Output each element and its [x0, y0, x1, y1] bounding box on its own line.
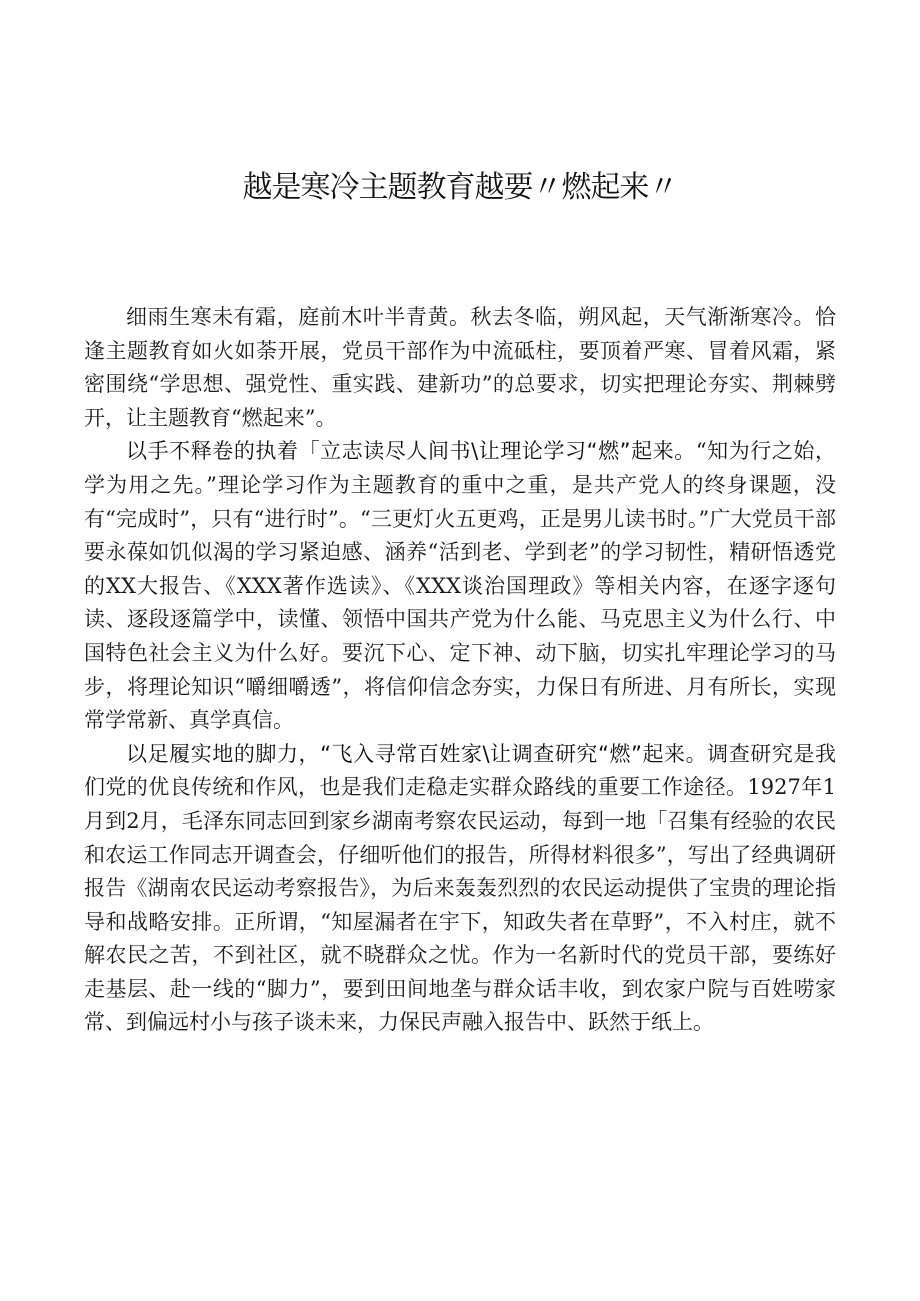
- paragraph-text: 细雨生寒未有霜，庭前木叶半青黄。秋去冬临，朔风起，天气渐渐寒冷。恰逢主题教育如火如荼开展，党员干部作为中流砥柱，要顶着严寒、冒着风霜，紧密围绕“学思想、强党性、重实践、建新功”的总要求，切实把理论夯实、荆棘劈开，让主题教育“燃起来”。: [84, 305, 836, 430]
- document-title: 越是寒冷主题教育越要〃燃起来〃: [242, 170, 678, 205]
- paragraph-investigation: [84, 738, 836, 1040]
- document-body: [84, 301, 836, 1040]
- paragraph-text: “知为行之始，学为用之先。”理论学习作为主题教育的重中之重，是共产党人的终身课题，没有“完成时”，只有“进行时”。“三更灯火五更鸡，正是男儿读书时。”广大党员干部要永葆如饥似渴的学习紧迫感、涵养“活到老、学到老”的学习韧性，精研悟透党的XX大报告、《XXX著作选读》、《XXX谈治国理政》等相关内容，在逐字逐句读、逐段逐篇学中，读懂、领悟中国共产党为什么能、马克思主义为什么行、中国特色社会主义为什么好。要沉下心、定下神、动下脑，切实扎牢理论学习的马步，将理论知识“嚼细嚼透”，将信仰信念夯实，力保日有所进、月有所长，实现常学常新、真学真信。: [84, 439, 836, 733]
- paragraph-intro: [84, 301, 836, 435]
- paragraph-lead: 以手不释卷的执着「立志读尽人间书\让理论学习“燃”起来。: [126, 439, 696, 464]
- paragraph-theory-study: [84, 435, 836, 737]
- paragraph-text: 调查研究是我们党的优良传统和作风，也是我们走稳走实群众路线的重要工作途径。1927年1月到2月，毛泽东同志回到家乡湖南考察农民运动，每到一地「召集有经验的农民和农运工作同志开调查会，仔细听他们的报告，所得材料很多”，写出了经典调研报告《湖南农民运动考察报告》，为后来轰轰烈烈的农民运动提供了宝贵的理论指导和战略安排。正所谓，“知屋漏者在宇下，知政失者在草野”，不入村庄，就不解农民之苦，不到社区，就不晓群众之忧。作为一名新时代的党员干部，要练好走基层、赴一线的“脚力”，要到田间地垄与群众话丰收，到农家户院与百姓唠家常、到偏远村小与孩子谈未来，力保民声融入报告中、跃然于纸上。: [84, 741, 837, 1035]
- paragraph-lead: 以足履实地的脚力，“飞入寻常百姓家\让调查研究“燃”起来。: [126, 741, 708, 766]
